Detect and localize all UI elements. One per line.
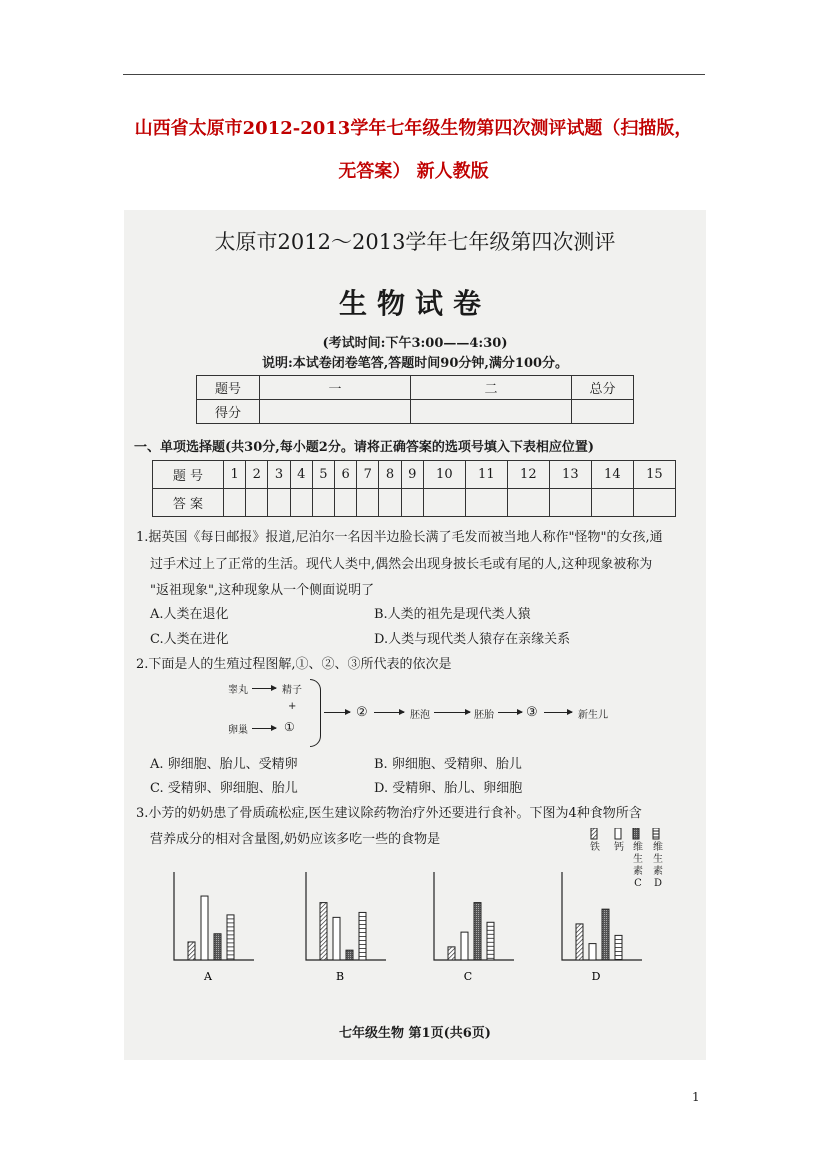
flow-arrow bbox=[544, 712, 572, 713]
flow-ovary: 卵巢 bbox=[228, 725, 248, 736]
answer-blank-cell bbox=[633, 489, 675, 517]
answer-table bbox=[152, 460, 676, 517]
flow-arrow bbox=[434, 712, 470, 713]
section-one-heading: 一、单项选择题(共30分,每小题2分。请将正确答案的选项号填入下表相应位置) bbox=[134, 440, 594, 455]
score-cell bbox=[411, 400, 572, 424]
chart-bar-d-3 bbox=[602, 909, 609, 960]
question-1-line3: "返祖现象",这种现象从一个侧面说明了 bbox=[150, 583, 375, 598]
flow-circle-1: ① bbox=[284, 720, 295, 734]
scanned-exam-page bbox=[124, 210, 706, 1060]
chart-label-b: B bbox=[335, 970, 345, 983]
score-header-cell: 总分 bbox=[572, 376, 634, 400]
question-1-option-c: C.人类在进化 bbox=[150, 632, 229, 647]
answer-number-cell: 5 bbox=[312, 461, 334, 489]
legend-iron: 铁 bbox=[590, 842, 600, 853]
score-row-label: 得分 bbox=[197, 400, 260, 424]
score-header-cell: 一 bbox=[260, 376, 411, 400]
chart-bar-b-3 bbox=[346, 950, 353, 960]
flow-arrow bbox=[374, 712, 404, 713]
answer-blank-cell bbox=[591, 489, 633, 517]
chart-bar-c-2 bbox=[461, 932, 468, 960]
answer-number-cell: 4 bbox=[290, 461, 312, 489]
answer-blank-cell bbox=[246, 489, 268, 517]
flow-circle-2: ② bbox=[356, 705, 368, 720]
answer-number-cell: 14 bbox=[591, 461, 633, 489]
chart-bar-a-3 bbox=[214, 934, 221, 960]
question-1-option-a: A.人类在退化 bbox=[150, 607, 229, 622]
answer-blank-cell bbox=[465, 489, 507, 517]
answer-blank-cell bbox=[401, 489, 423, 517]
flow-circle-3: ③ bbox=[526, 705, 538, 720]
question-3-line1: 3.小芳的奶奶患了骨质疏松症,医生建议除药物治疗外还要进行食补。下图为4种食物所含 bbox=[136, 806, 642, 821]
question-2-option-a: A. 卵细胞、胎儿、受精卵 bbox=[150, 757, 298, 772]
exam-header: 太原市2012～2013学年七年级第四次测评 bbox=[214, 230, 616, 254]
question-2-stem: 2.下面是人的生殖过程图解,①、②、③所代表的依次是 bbox=[136, 657, 452, 672]
flow-arrow bbox=[252, 688, 276, 689]
answer-row-label: 题 号 bbox=[153, 461, 224, 489]
answer-blank-cell bbox=[379, 489, 401, 517]
exam-note: 说明:本试卷闭卷笔答,答题时间90分钟,满分100分。 bbox=[261, 356, 569, 371]
legend-vitamin-d: 维生素D bbox=[653, 842, 663, 889]
flow-embryo: 胚胎 bbox=[474, 710, 494, 721]
answer-number-cell: 11 bbox=[465, 461, 507, 489]
flow-brace bbox=[310, 679, 321, 747]
chart-bar-b-1 bbox=[320, 903, 327, 960]
answer-number-cell: 9 bbox=[401, 461, 423, 489]
answer-number-cell: 8 bbox=[379, 461, 401, 489]
question-2-option-d: D. 受精卵、胎儿、卵细胞 bbox=[374, 781, 523, 796]
answer-blank-cell bbox=[423, 489, 465, 517]
answer-blank-cell bbox=[335, 489, 357, 517]
answer-blank-cell bbox=[507, 489, 549, 517]
chart-label-a: A bbox=[204, 970, 212, 983]
answer-blank-cell bbox=[290, 489, 312, 517]
exam-page-footer: 七年级生物 第1页(共6页) bbox=[339, 1026, 491, 1041]
legend-calcium: 钙 bbox=[614, 842, 624, 853]
document-title-line2: 无答案） 新人教版 bbox=[338, 161, 489, 182]
flow-blastocyst: 胚泡 bbox=[410, 710, 430, 721]
question-2-option-b: B. 卵细胞、受精卵、胎儿 bbox=[374, 757, 522, 772]
flow-plus: + bbox=[288, 701, 297, 712]
chart-bar-d-2 bbox=[589, 944, 596, 960]
chart-label-c: C bbox=[463, 970, 473, 983]
chart-label-d: D bbox=[591, 970, 601, 983]
answer-number-cell: 2 bbox=[246, 461, 268, 489]
page-number: 1 bbox=[692, 1090, 700, 1104]
answer-row-label: 答 案 bbox=[153, 489, 224, 517]
question-1-option-d: D.人类与现代类人猿存在亲缘关系 bbox=[374, 632, 571, 647]
chart-bar-a-2 bbox=[201, 896, 208, 960]
answer-number-cell: 13 bbox=[549, 461, 591, 489]
chart-axes bbox=[306, 872, 386, 960]
flow-arrow bbox=[252, 728, 276, 729]
flow-sperm: 精子 bbox=[282, 685, 302, 696]
answer-number-cell: 10 bbox=[423, 461, 465, 489]
answer-blank-cell bbox=[549, 489, 591, 517]
score-header-cell: 二 bbox=[411, 376, 572, 400]
answer-blank-cell bbox=[357, 489, 379, 517]
answer-number-cell: 6 bbox=[335, 461, 357, 489]
flow-testis: 睾丸 bbox=[228, 685, 248, 696]
question-1-line2: 过手术过上了正常的生活。现代人类中,偶然会出现身披长毛或有尾的人,这种现象被称为 bbox=[150, 557, 653, 572]
nutrient-bar-charts bbox=[124, 850, 706, 990]
answer-blank-cell bbox=[268, 489, 290, 517]
score-cell bbox=[572, 400, 634, 424]
flow-arrow bbox=[324, 712, 350, 713]
answer-number-cell: 15 bbox=[633, 461, 675, 489]
legend-vitamin-c: 维生素C bbox=[633, 842, 643, 889]
exam-subject-title: 生物试卷 bbox=[338, 287, 491, 320]
chart-bar-a-1 bbox=[188, 942, 195, 960]
answer-blank-cell bbox=[224, 489, 246, 517]
score-header-cell: 题号 bbox=[197, 376, 260, 400]
exam-time: (考试时间:下午3:00——4:30) bbox=[322, 336, 508, 351]
chart-bar-c-3 bbox=[474, 903, 481, 960]
header-rule bbox=[123, 74, 705, 75]
question-3-line2: 营养成分的相对含量图,奶奶应该多吃一些的食物是 bbox=[150, 832, 441, 847]
chart-bar-a-4 bbox=[227, 915, 234, 960]
document-title-line1: 山西省太原市2012-2013学年七年级生物第四次测评试题（扫描版， bbox=[134, 118, 693, 139]
answer-number-cell: 1 bbox=[224, 461, 246, 489]
chart-bar-c-1 bbox=[448, 947, 455, 960]
chart-bar-b-2 bbox=[333, 917, 340, 960]
answer-blank-cell bbox=[312, 489, 334, 517]
score-table bbox=[196, 375, 634, 424]
flow-newborn: 新生儿 bbox=[578, 710, 608, 721]
answer-number-cell: 12 bbox=[507, 461, 549, 489]
question-2-option-c: C. 受精卵、卵细胞、胎儿 bbox=[150, 781, 298, 796]
chart-bar-d-1 bbox=[576, 924, 583, 960]
answer-number-cell: 7 bbox=[357, 461, 379, 489]
answer-number-cell: 3 bbox=[268, 461, 290, 489]
question-1-line1: 1.据英国《每日邮报》报道,尼泊尔一名因半边脸长满了毛发而被当地人称作"怪物"的女孩,通 bbox=[136, 530, 663, 545]
score-cell bbox=[260, 400, 411, 424]
flow-arrow bbox=[498, 712, 522, 713]
question-1-option-b: B.人类的祖先是现代类人猿 bbox=[374, 607, 531, 622]
